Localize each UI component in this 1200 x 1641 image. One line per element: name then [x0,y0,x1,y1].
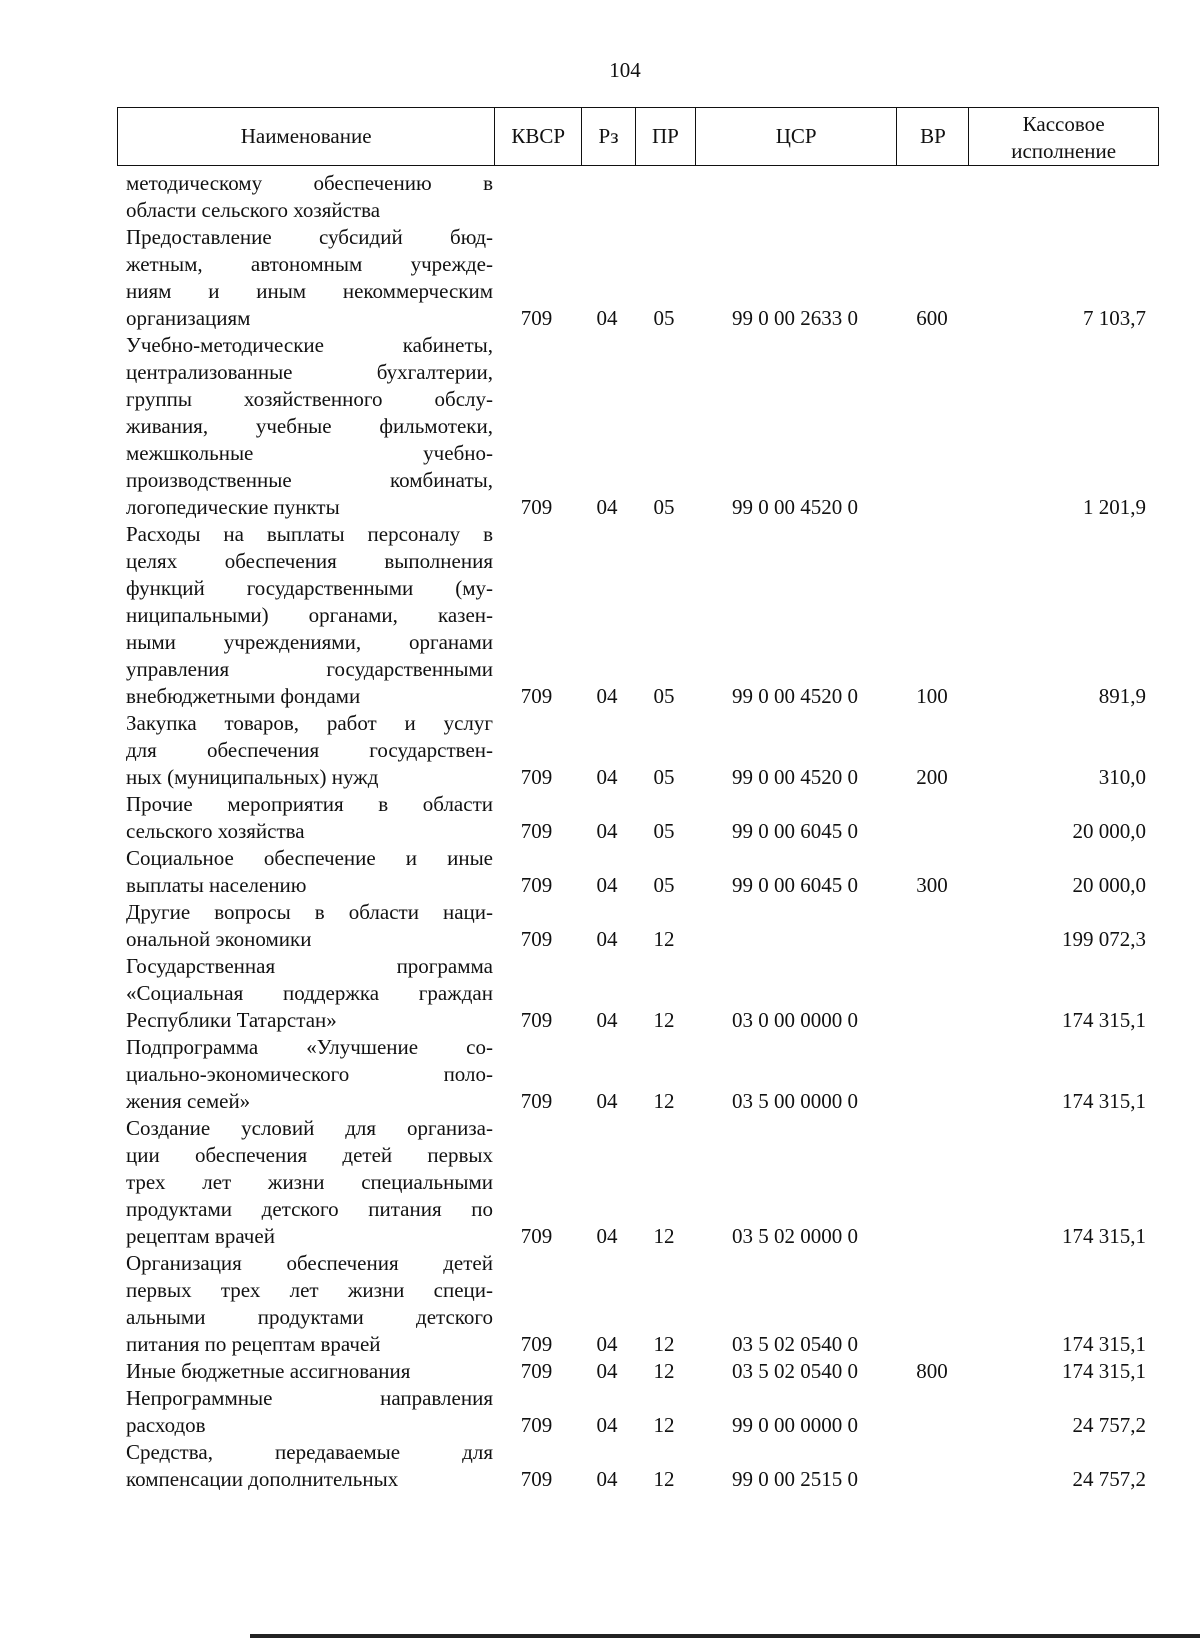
row-kvsr: 709 [520,1224,553,1248]
row-csr: 03 5 02 0540 0 [732,1359,858,1383]
row-name-line: продуктами детского питания по [126,1197,493,1221]
row-name [117,1358,493,1385]
row-csr: 99 0 00 6045 0 [732,873,858,897]
row-name [117,710,493,791]
table-body [117,170,1159,1493]
row-sum: 174 315,1 [1062,1089,1146,1113]
row-name [117,899,493,953]
table-row [117,521,1159,710]
row-sum: 891,9 [1098,684,1146,708]
row-pr: 12 [653,1467,675,1491]
row-sum: 199 072,3 [1062,927,1146,951]
row-name-line: Государственная программа [126,954,493,978]
row-kvsr: 709 [520,1413,553,1437]
row-sum: 24 757,2 [1072,1413,1146,1437]
row-pr: 05 [653,495,675,519]
row-name-line: ных (муниципальных) нужд [126,765,379,789]
row-name-line: Организация обеспечения детей [126,1251,493,1275]
row-name-line: Учебно-методические кабинеты, [126,333,493,357]
page-number: 104 [609,58,641,82]
header-csr: ЦСР [696,108,898,165]
row-name-line: Непрограммные направления [126,1386,493,1410]
row-sum: 174 315,1 [1062,1008,1146,1032]
row-vr: 800 [916,1359,948,1383]
row-kvsr: 709 [520,927,553,951]
row-pr: 05 [653,765,675,789]
table-row [117,1034,1159,1115]
header-sum-line2: исполнение [1011,138,1117,163]
row-rz: 04 [596,306,618,330]
row-rz: 04 [596,927,618,951]
table-row [117,953,1159,1034]
table-row [117,1115,1159,1250]
row-name-line: Иные бюджетные ассигнования [126,1359,411,1383]
row-kvsr: 709 [520,1089,553,1113]
row-pr: 05 [653,819,675,843]
header-pr: ПР [636,108,696,165]
row-pr: 12 [653,1089,675,1113]
row-name-line: методическому обеспечению в [126,171,493,195]
row-pr: 12 [653,1413,675,1437]
row-kvsr: 709 [520,765,553,789]
row-name-line: внебюджетными фондами [126,684,361,708]
row-name-line: производственные комбинаты, [126,468,493,492]
row-csr: 99 0 00 4520 0 [732,495,858,519]
row-name [117,1385,493,1439]
row-csr: 99 0 00 2633 0 [732,306,858,330]
row-kvsr: 709 [520,684,553,708]
row-pr: 12 [653,1008,675,1032]
row-name [117,1250,493,1358]
row-name [117,521,493,710]
table-row [117,845,1159,899]
row-name-line: жения семей» [126,1089,251,1113]
row-name-line: ниям и иным некоммерческим [126,279,493,303]
row-pr: 05 [653,684,675,708]
row-csr: 99 0 00 6045 0 [732,819,858,843]
row-name-line: Создание условий для организа- [126,1116,493,1140]
row-rz: 04 [596,1413,618,1437]
row-name-line: жетным, автономным учрежде- [126,252,493,276]
row-name-line: для обеспечения государствен- [126,738,493,762]
row-name-line: расходов [126,1413,206,1437]
row-name [117,1115,493,1250]
row-vr: 200 [916,765,948,789]
row-vr: 600 [916,306,948,330]
row-name-line: циально-экономического поло- [126,1062,493,1086]
row-kvsr: 709 [520,1008,553,1032]
table-row [117,899,1159,953]
row-name-line: межшкольные учебно- [126,441,493,465]
row-name-line: Другие вопросы в области наци- [126,900,493,924]
row-kvsr: 709 [520,819,553,843]
row-rz: 04 [596,1224,618,1248]
header-name: Наименование [118,108,495,165]
row-name [117,170,493,224]
row-sum: 174 315,1 [1062,1332,1146,1356]
row-name-line: Предоставление субсидий бюд- [126,225,493,249]
row-name-line: компенсации дополнительных [126,1467,399,1491]
table-row [117,1385,1159,1439]
row-pr: 12 [653,927,675,951]
header-rz: Рз [582,108,636,165]
row-name-line: альными продуктами детского [126,1305,493,1329]
row-sum: 310,0 [1098,765,1146,789]
row-name-line: первых трех лет жизни специ- [126,1278,493,1302]
row-csr: 03 5 00 0000 0 [732,1089,858,1113]
row-name-line: Подпрограмма «Улучшение со- [126,1035,493,1059]
row-sum: 174 315,1 [1062,1359,1146,1383]
row-name [117,332,493,521]
row-kvsr: 709 [520,306,553,330]
row-vr: 100 [916,684,948,708]
row-csr: 03 5 02 0540 0 [732,1332,858,1356]
row-name-line: организациям [126,306,251,330]
row-name-line: Закупка товаров, работ и услуг [126,711,493,735]
header-vr: ВР [897,108,969,165]
header-cash-execution [969,108,1158,165]
row-kvsr: 709 [520,1359,553,1383]
row-name-line: Социальное обеспечение и иные [126,846,493,870]
row-name-line: целях обеспечения выполнения [126,549,493,573]
row-rz: 04 [596,819,618,843]
row-name-line: Прочие мероприятия в области [126,792,493,816]
row-csr: 99 0 00 4520 0 [732,684,858,708]
row-csr: 99 0 00 0000 0 [732,1413,858,1437]
row-sum: 1 201,9 [1083,495,1146,519]
row-csr: 99 0 00 4520 0 [732,765,858,789]
row-kvsr: 709 [520,1332,553,1356]
row-name [117,845,493,899]
table-row [117,1250,1159,1358]
row-name-line: живания, учебные фильмотеки, [126,414,493,438]
row-sum: 174 315,1 [1062,1224,1146,1248]
header-sum-line1: Кассовое [1022,111,1105,136]
row-name-line: группы хозяйственного обслу- [126,387,493,411]
row-name-line: области сельского хозяйства [126,198,381,222]
row-name-line: трех лет жизни специальными [126,1170,493,1194]
row-name-line: Республики Татарстан» [126,1008,337,1032]
table-row [117,710,1159,791]
row-rz: 04 [596,765,618,789]
row-name-line: управления государственными [126,657,493,681]
row-rz: 04 [596,1359,618,1383]
row-name-line: функций государственными (му- [126,576,493,600]
row-csr: 03 5 02 0000 0 [732,1224,858,1248]
header-kvsr: КВСР [495,108,582,165]
row-rz: 04 [596,1467,618,1491]
row-sum: 20 000,0 [1072,873,1146,897]
row-name-line: Средства, передаваемые для [126,1440,493,1464]
row-sum: 7 103,7 [1083,306,1146,330]
row-rz: 04 [596,1008,618,1032]
row-kvsr: 709 [520,1467,553,1491]
row-name-line: логопедические пункты [126,495,340,519]
row-name-line: рецептам врачей [126,1224,275,1248]
row-vr: 300 [916,873,948,897]
row-rz: 04 [596,1332,618,1356]
table-row [117,170,1159,224]
row-rz: 04 [596,1089,618,1113]
row-name [117,1439,493,1493]
row-name-line: ниципальными) органами, казен- [126,603,493,627]
table-row [117,1358,1159,1385]
row-kvsr: 709 [520,873,553,897]
row-sum: 20 000,0 [1072,819,1146,843]
row-name-line: ции обеспечения детей первых [126,1143,493,1167]
row-pr: 12 [653,1359,675,1383]
row-sum: 24 757,2 [1072,1467,1146,1491]
table-row [117,791,1159,845]
row-name-line: Расходы на выплаты персоналу в [126,522,493,546]
table-row [117,1439,1159,1493]
row-csr: 99 0 00 2515 0 [732,1467,858,1491]
row-name [117,791,493,845]
row-name [117,1034,493,1115]
row-name [117,953,493,1034]
row-pr: 12 [653,1332,675,1356]
table-header [117,107,1159,166]
row-rz: 04 [596,873,618,897]
row-name [117,224,493,332]
row-name-line: ными учреждениями, органами [126,630,493,654]
table-row [117,332,1159,521]
table-row [117,224,1159,332]
row-pr: 05 [653,306,675,330]
row-name-line: выплаты населению [126,873,307,897]
row-rz: 04 [596,495,618,519]
row-csr: 03 0 00 0000 0 [732,1008,858,1032]
row-name-line: централизованные бухгалтерии, [126,360,493,384]
row-kvsr: 709 [520,495,553,519]
page-bottom-rule [250,1634,1200,1638]
row-rz: 04 [596,684,618,708]
row-name-line: ональной экономики [126,927,312,951]
row-name-line: питания по рецептам врачей [126,1332,381,1356]
row-name-line: сельского хозяйства [126,819,305,843]
row-name-line: «Социальная поддержка граждан [126,981,493,1005]
row-pr: 12 [653,1224,675,1248]
row-pr: 05 [653,873,675,897]
